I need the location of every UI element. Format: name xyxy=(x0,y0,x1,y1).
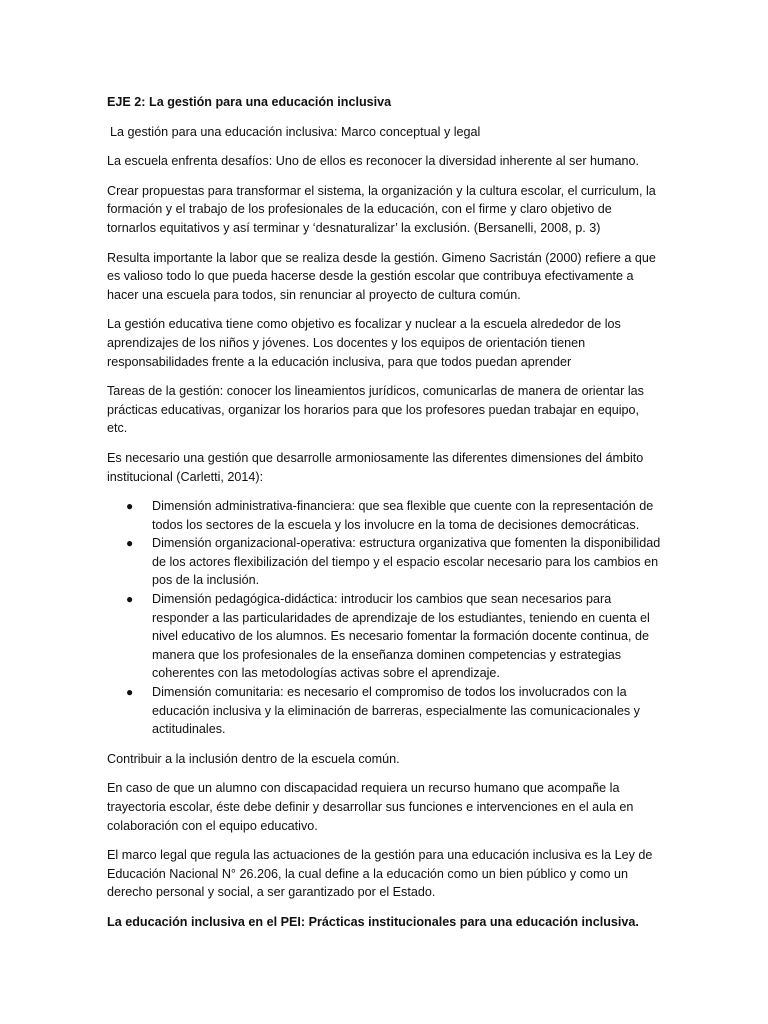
paragraph-gestion-objective: La gestión educativa tiene como objetivo es focalizar y nuclear a la escuela alrededor de los aprendizajes de los niños y jóvenes. Los docentes y los equipos de orientación tienen responsabilidades frente a la educación inclusiva, para que todos puedan aprender xyxy=(107,317,621,369)
bullet-icon: ● xyxy=(126,499,134,514)
final-heading: La educación inclusiva en el PEI: Prácticas institucionales para una educación inclusiva. xyxy=(107,914,639,929)
section-heading: EJE 2: La gestión para una educación inclusiva xyxy=(107,95,392,109)
paragraph-dimensions-intro: Es necesario una gestión que desarrolle armoniosamente las diferentes dimensiones del ámbito institucional (Carletti, 2014): xyxy=(107,450,644,484)
paragraph-challenges: La escuela enfrenta desafíos: Uno de ellos es reconocer la diversidad inherente al ser humano. xyxy=(107,154,640,169)
list-item xyxy=(107,497,662,534)
dimension-text: Dimensión comunitaria: es necesario el compromiso de todos los involucrados con la educación inclusiva y la eliminación de barreras, especialmente las comunicacionales y actitudinales. xyxy=(152,685,640,737)
list-item xyxy=(107,683,662,739)
paragraph-contribute: Contribuir a la inclusión dentro de la escuela común. xyxy=(107,751,400,766)
document-page xyxy=(107,93,662,943)
paragraph-gestion-tasks: Tareas de la gestión: conocer los lineamientos jurídicos, comunicarlas de manera de orientar las prácticas educativas, organizar los horarios para que los profesores puedan trabajar en equipo, etc. xyxy=(107,384,644,436)
dimensions-list xyxy=(107,497,662,739)
paragraph-gestion-role: Resulta importante la labor que se realiza desde la gestión. Gimeno Sacristán (2000) refiere a que es valioso todo lo que pueda hacerse desde la gestión escolar que contribuya efectivamente a hacer una escuela para todos, sin renunciar al proyecto de cultura común. xyxy=(107,250,656,302)
dimension-text: Dimensión organizacional-operativa: estructura organizativa que fomenten la disponibilidad de los actores flexibilización del tiempo y el espacio escolar necesario para los cambios en pos de la inclusión. xyxy=(152,536,661,588)
list-item xyxy=(107,534,662,590)
dimension-text: Dimensión administrativa-financiera: que sea flexible que cuente con la representación de todos los sectores de la escuela y los involucre en la toma de decisiones democráticas. xyxy=(152,499,654,532)
paragraph-proposals: Crear propuestas para transformar el sistema, la organización y la cultura escolar, el curriculum, la formación y el trabajo de los profesionales de la educación, con el firme y claro objetivo de tornarlos equitativos y así terminar y ‘desnaturalizar’ la exclusión. (Bersanelli, 2008, p. 3) xyxy=(107,183,656,235)
bullet-icon: ● xyxy=(126,685,134,700)
list-item xyxy=(107,590,662,683)
section-subheading: La gestión para una educación inclusiva: Marco conceptual y legal xyxy=(110,124,481,139)
bullet-icon: ● xyxy=(126,536,134,551)
bullet-icon: ● xyxy=(126,592,134,607)
dimension-text: Dimensión pedagógica-didáctica: introducir los cambios que sean necesarios para responder a las particularidades de aprendizaje de los estudiantes, teniendo en cuenta el nivel educativo de los alumnos. Es necesario fomentar la formación docente continua, de manera que los profesionales de la enseñanza dominen competencias y estrategias coherentes con las metodologías activas sobre el aprendizaje. xyxy=(152,592,650,681)
paragraph-human-resource: En caso de que un alumno con discapacidad requiera un recurso humano que acompañe la trayectoria escolar, éste debe definir y desarrollar sus funciones e intervenciones en el aula en colaboración con el equipo educativo. xyxy=(107,781,634,833)
paragraph-legal-framework: El marco legal que regula las actuaciones de la gestión para una educación inclusiva es la Ley de Educación Nacional N° 26.206, la cual define a la educación como un bien público y como un derecho personal y social, a ser garantizado por el Estado. xyxy=(107,848,653,900)
